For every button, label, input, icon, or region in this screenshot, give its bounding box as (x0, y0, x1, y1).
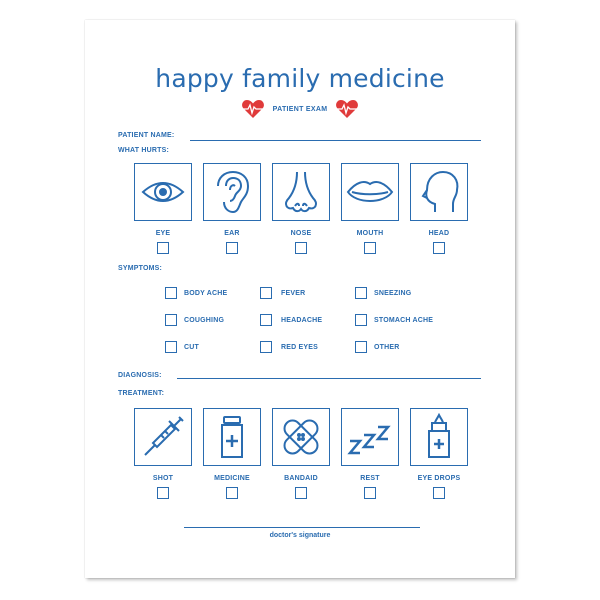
eye-checkbox[interactable] (157, 242, 169, 254)
symptom-label: RED EYES (281, 344, 318, 351)
symptom-label: STOMACH ACHE (374, 317, 434, 324)
symptom-checkbox-other[interactable] (355, 341, 367, 353)
bandaid-box (272, 408, 330, 466)
heart-pulse-icon (241, 99, 265, 119)
symptoms-label: SYMPTOMS: (118, 265, 163, 272)
ear-icon (208, 168, 256, 216)
symptom-checkbox-headache[interactable] (260, 314, 272, 326)
diagnosis-label: DIAGNOSIS: (118, 372, 162, 379)
symptom-label: SNEEZING (374, 290, 412, 297)
symptom-checkbox-fever[interactable] (260, 287, 272, 299)
what-hurts-caption: EAR (224, 230, 240, 237)
treatment-caption: MEDICINE (214, 475, 250, 482)
treatment-label: TREATMENT: (118, 390, 165, 397)
subtitle-row (85, 99, 515, 119)
shot-checkbox[interactable] (157, 487, 169, 499)
symptom-label: CUT (184, 344, 199, 351)
what-hurts-caption: MOUTH (356, 230, 384, 237)
eye-drops-box (410, 408, 468, 466)
nose-checkbox[interactable] (295, 242, 307, 254)
signature-field[interactable] (184, 527, 420, 528)
symptom-checkbox-body-ache[interactable] (165, 287, 177, 299)
mouth-box (341, 163, 399, 221)
head-box (410, 163, 468, 221)
medicine-box (203, 408, 261, 466)
mouth-checkbox[interactable] (364, 242, 376, 254)
symptom-checkbox-stomach-ache[interactable] (355, 314, 367, 326)
what-hurts-caption: NOSE (290, 230, 312, 237)
exam-form-sheet (85, 20, 515, 578)
symptom-label: FEVER (281, 290, 306, 297)
what-hurts-caption: EYE (155, 230, 171, 237)
rest-checkbox[interactable] (364, 487, 376, 499)
nose-box (272, 163, 330, 221)
ear-box (203, 163, 261, 221)
treatment-caption: EYE DROPS (417, 475, 461, 482)
medicine-checkbox[interactable] (226, 487, 238, 499)
what-hurts-caption: HEAD (428, 230, 450, 237)
form-title: happy family medicine (155, 64, 445, 93)
symptom-checkbox-coughing[interactable] (165, 314, 177, 326)
eye-box (134, 163, 192, 221)
symptom-label: HEADACHE (281, 317, 323, 324)
rest-box (341, 408, 399, 466)
treatment-caption: BANDAID (284, 475, 318, 482)
symptom-checkbox-cut[interactable] (165, 341, 177, 353)
nose-icon (277, 168, 325, 216)
heart-pulse-icon (335, 99, 359, 119)
mouth-icon (346, 168, 394, 216)
symptom-checkbox-sneezing[interactable] (355, 287, 367, 299)
bandaid-checkbox[interactable] (295, 487, 307, 499)
patient-name-field[interactable] (190, 140, 481, 141)
patient-name-label: PATIENT NAME: (118, 132, 175, 139)
medicine-bottle-icon (208, 413, 256, 461)
diagnosis-field[interactable] (177, 378, 481, 379)
treatment-caption: REST (360, 475, 380, 482)
form-subtitle: PATIENT EXAM (272, 105, 328, 113)
head-checkbox[interactable] (433, 242, 445, 254)
syringe-icon (139, 413, 187, 461)
head-icon (415, 168, 463, 216)
symptom-label: OTHER (374, 344, 400, 351)
bandaid-icon (277, 413, 325, 461)
shot-box (134, 408, 192, 466)
symptom-label: COUGHING (184, 317, 225, 324)
symptom-checkbox-red-eyes[interactable] (260, 341, 272, 353)
eye-drops-checkbox[interactable] (433, 487, 445, 499)
treatment-caption: SHOT (152, 475, 174, 482)
eye-drops-icon (415, 413, 463, 461)
eye-icon (139, 168, 187, 216)
signature-label: doctor's signature (269, 532, 331, 539)
zzz-icon (346, 413, 394, 461)
ear-checkbox[interactable] (226, 242, 238, 254)
what-hurts-label: WHAT HURTS: (118, 147, 170, 154)
symptom-label: BODY ACHE (184, 290, 228, 297)
